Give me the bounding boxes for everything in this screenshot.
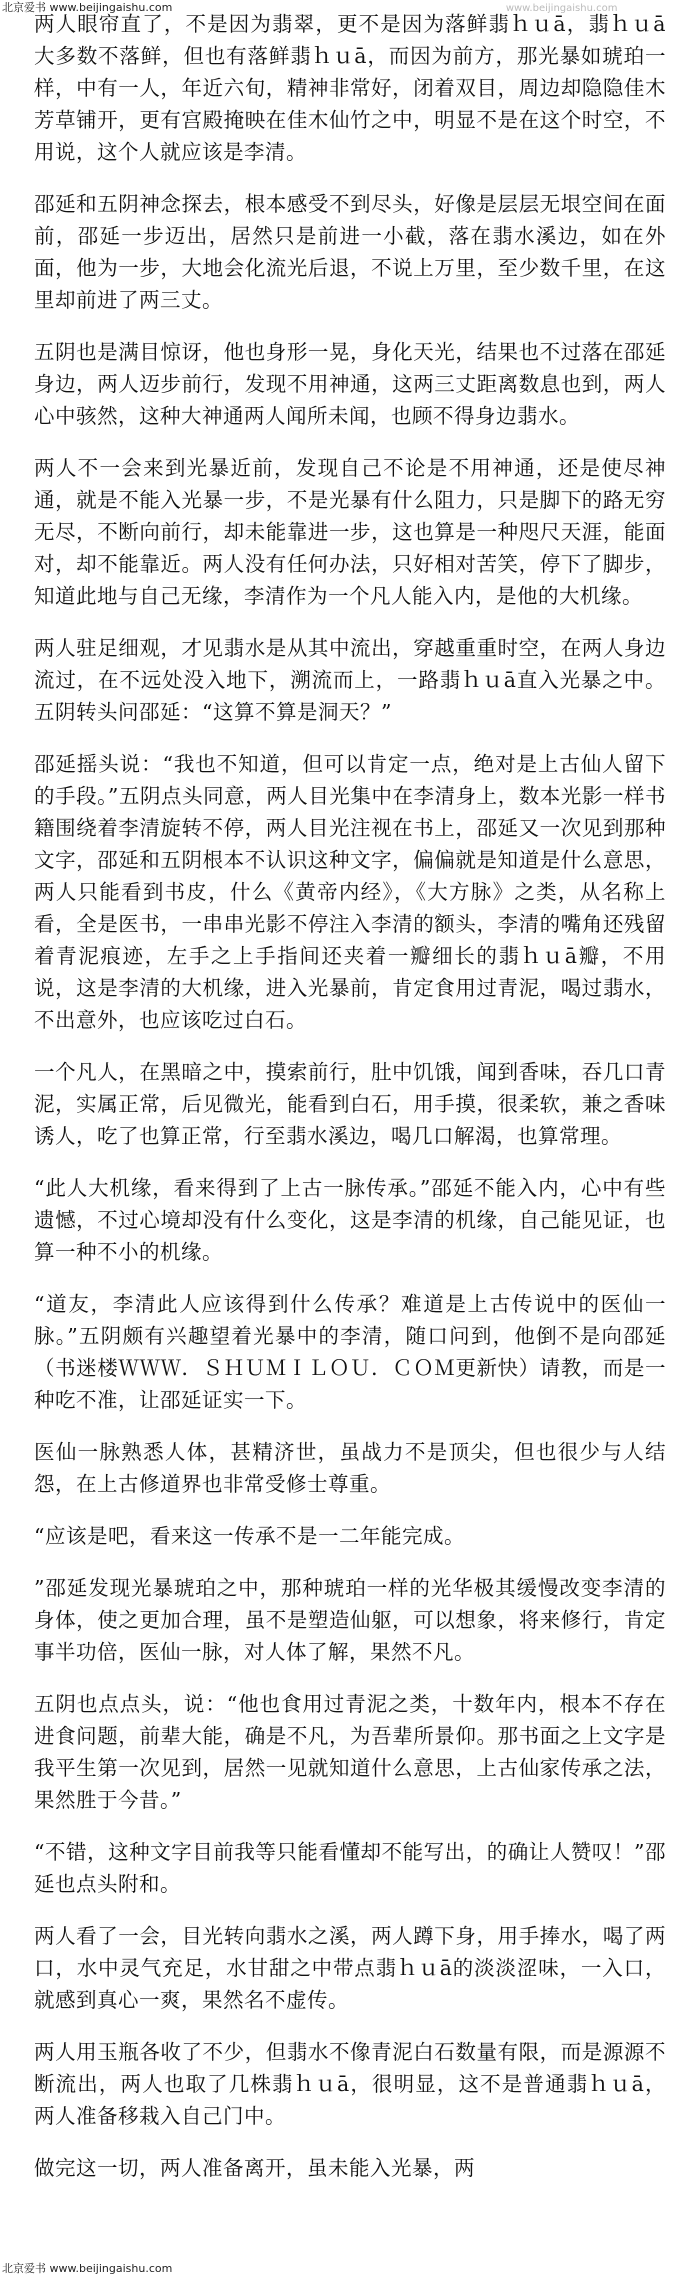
paragraph: 两人用玉瓶各收了不少，但翡水不像青泥白石数量有限，而是源源不断流出，两人也取了几株翡ｈｕā，很明显，这不是普通翡ｈｕā，两人准备移栽入自己门中。 [34,2040,666,2128]
footer-site-name: 北京爱书 [2,2262,46,2275]
site-footer [0,2261,172,2277]
paragraph: 两人看了一会，目光转向翡水之溪，两人蹲下身，用手捧水，喝了两口，水中灵气充足，水甘甜之中带点翡ｈｕā的淡淡涩味，一入口，就感到真心一爽，果然名不虚传。 [34,1924,666,2012]
paragraph: “不错，这种文字目前我等只能看懂却不能写出，的确让人赞叹！”邵延也点头附和。 [34,1840,666,1896]
paragraph: 两人眼帘直了，不是因为翡翠，更不是因为落鲜翡ｈｕā，翡ｈｕā大多数不落鲜，但也有落鲜翡ｈｕā，而因为前方，那光暴如琥珀一样，中有一人，年近六旬，精神非常好，闭着双目，周边却隐隐佳木芳草铺开，更有宫殿掩映在佳木仙竹之中，明显不是在这个时空，不用说，这个人就应该是李清。 [34,12,666,164]
watermark: www.beijingaishu.com [505,3,618,14]
site-name: 北京爱书 [2,1,46,14]
paragraph: 两人不一会来到光暴近前，发现自己不论是不用神通，还是使尽神通，就是不能入光暴一步，不是光暴有什么阻力，只是脚下的路无穷无尽，不断向前行，却未能靠进一步，这也算是一种咫尺天涯，能面对，却不能靠近。两人没有任何办法，只好相对苦笑，停下了脚步，知道此地与自己无缘，李清作为一个凡人能入内，是他的大机缘。 [34,456,666,608]
paragraph: 五阴也是满目惊讶，他也身形一晃，身化天光，结果也不过落在邵延身边，两人迈步前行，发现不用神通，这两三丈距离数息也到，两人心中骇然，这种大神通两人闻所未闻，也顾不得身边翡水。 [34,340,666,428]
site-url[interactable]: www.beijingaishu.com [49,1,173,14]
paragraph: “道友，李清此人应该得到什么传承？难道是上古传说中的医仙一脉。”五阴颇有兴趣望着光暴中的李清，随口问到，他倒不是向邵延（书迷楼ＷＷＷ．ＳＨＵＭＩＬＯＵ．ＣＯＭ更新快）请教，而是一种吃不准，让邵延证实一下。 [34,1292,666,1412]
paragraph: ”邵延发现光暴琥珀之中，那种琥珀一样的光华极其缓慢改变李清的身体，使之更加合理，虽不是塑造仙躯，可以想象，将来修行，肯定事半功倍，医仙一脉，对人体了解，果然不凡。 [34,1576,666,1664]
footer-site-url[interactable]: www.beijingaishu.com [49,2262,173,2275]
paragraph: 邵延摇头说：“我也不知道，但可以肯定一点，绝对是上古仙人留下的手段。”五阴点头同意，两人目光集中在李清身上，数本光影一样书籍围绕着李清旋转不停，两人目光注视在书上，邵延又一次见到那种文字，邵延和五阴根本不认识这种文字，偏偏就是知道是什么意思，两人只能看到书皮，什么《黄帝内经》，《大方脉》之类，从名称上看，全是医书，一串串光影不停注入李清的额头，李清的嘴角还残留着青泥痕迹，左手之上手指间还夹着一瓣细长的翡ｈｕā瓣，不用说，这是李清的大机缘，进入光暴前，肯定食用过青泥，喝过翡水，不出意外，也应该吃过白石。 [34,752,666,1032]
paragraph: “应该是吧，看来这一传承不是一二年能完成。 [34,1524,465,1548]
paragraph: 邵延和五阴神念探去，根本感受不到尽头，好像是层层无垠空间在面前，邵延一步迈出，居然只是前进一小截，落在翡水溪边，如在外面，他为一步，大地会化流光后退，不说上万里，至少数千里，在这里却前进了两三丈。 [34,192,666,312]
chapter-text [34,8,666,2204]
paragraph: 一个凡人，在黑暗之中，摸索前行，肚中饥饿，闻到香味，吞几口青泥，实属正常，后见微光，能看到白石，用手摸，很柔软，兼之香味诱人，吃了也算正常，行至翡水溪边，喝几口解渴，也算常理。 [34,1060,666,1148]
paragraph: 做完这一切，两人准备离开，虽未能入光暴，两 [34,2156,475,2180]
paragraph: “此人大机缘，看来得到了上古一脉传承。”邵延不能入内，心中有些遗憾，不过心境却没有什么变化，这是李清的机缘，自己能见证，也算一种不小的机缘。 [34,1176,666,1264]
paragraph: 医仙一脉熟悉人体，甚精济世，虽战力不是顶尖，但也很少与人结怨，在上古修道界也非常受修士尊重。 [34,1440,666,1496]
paragraph: 两人驻足细观，才见翡水是从其中流出，穿越重重时空，在两人身边流过，在不远处没入地下，溯流而上，一路翡ｈｕā直入光暴之中。五阴转头问邵延：“这算不算是洞天？” [34,636,666,724]
paragraph: 五阴也点点头，说：“他也食用过青泥之类，十数年内，根本不存在进食问题，前辈大能，确是不凡，为吾辈所景仰。那书面之上文字是我平生第一次见到，居然一见就知道什么意思，上古仙家传承之法，果然胜于今昔。” [34,1692,666,1812]
